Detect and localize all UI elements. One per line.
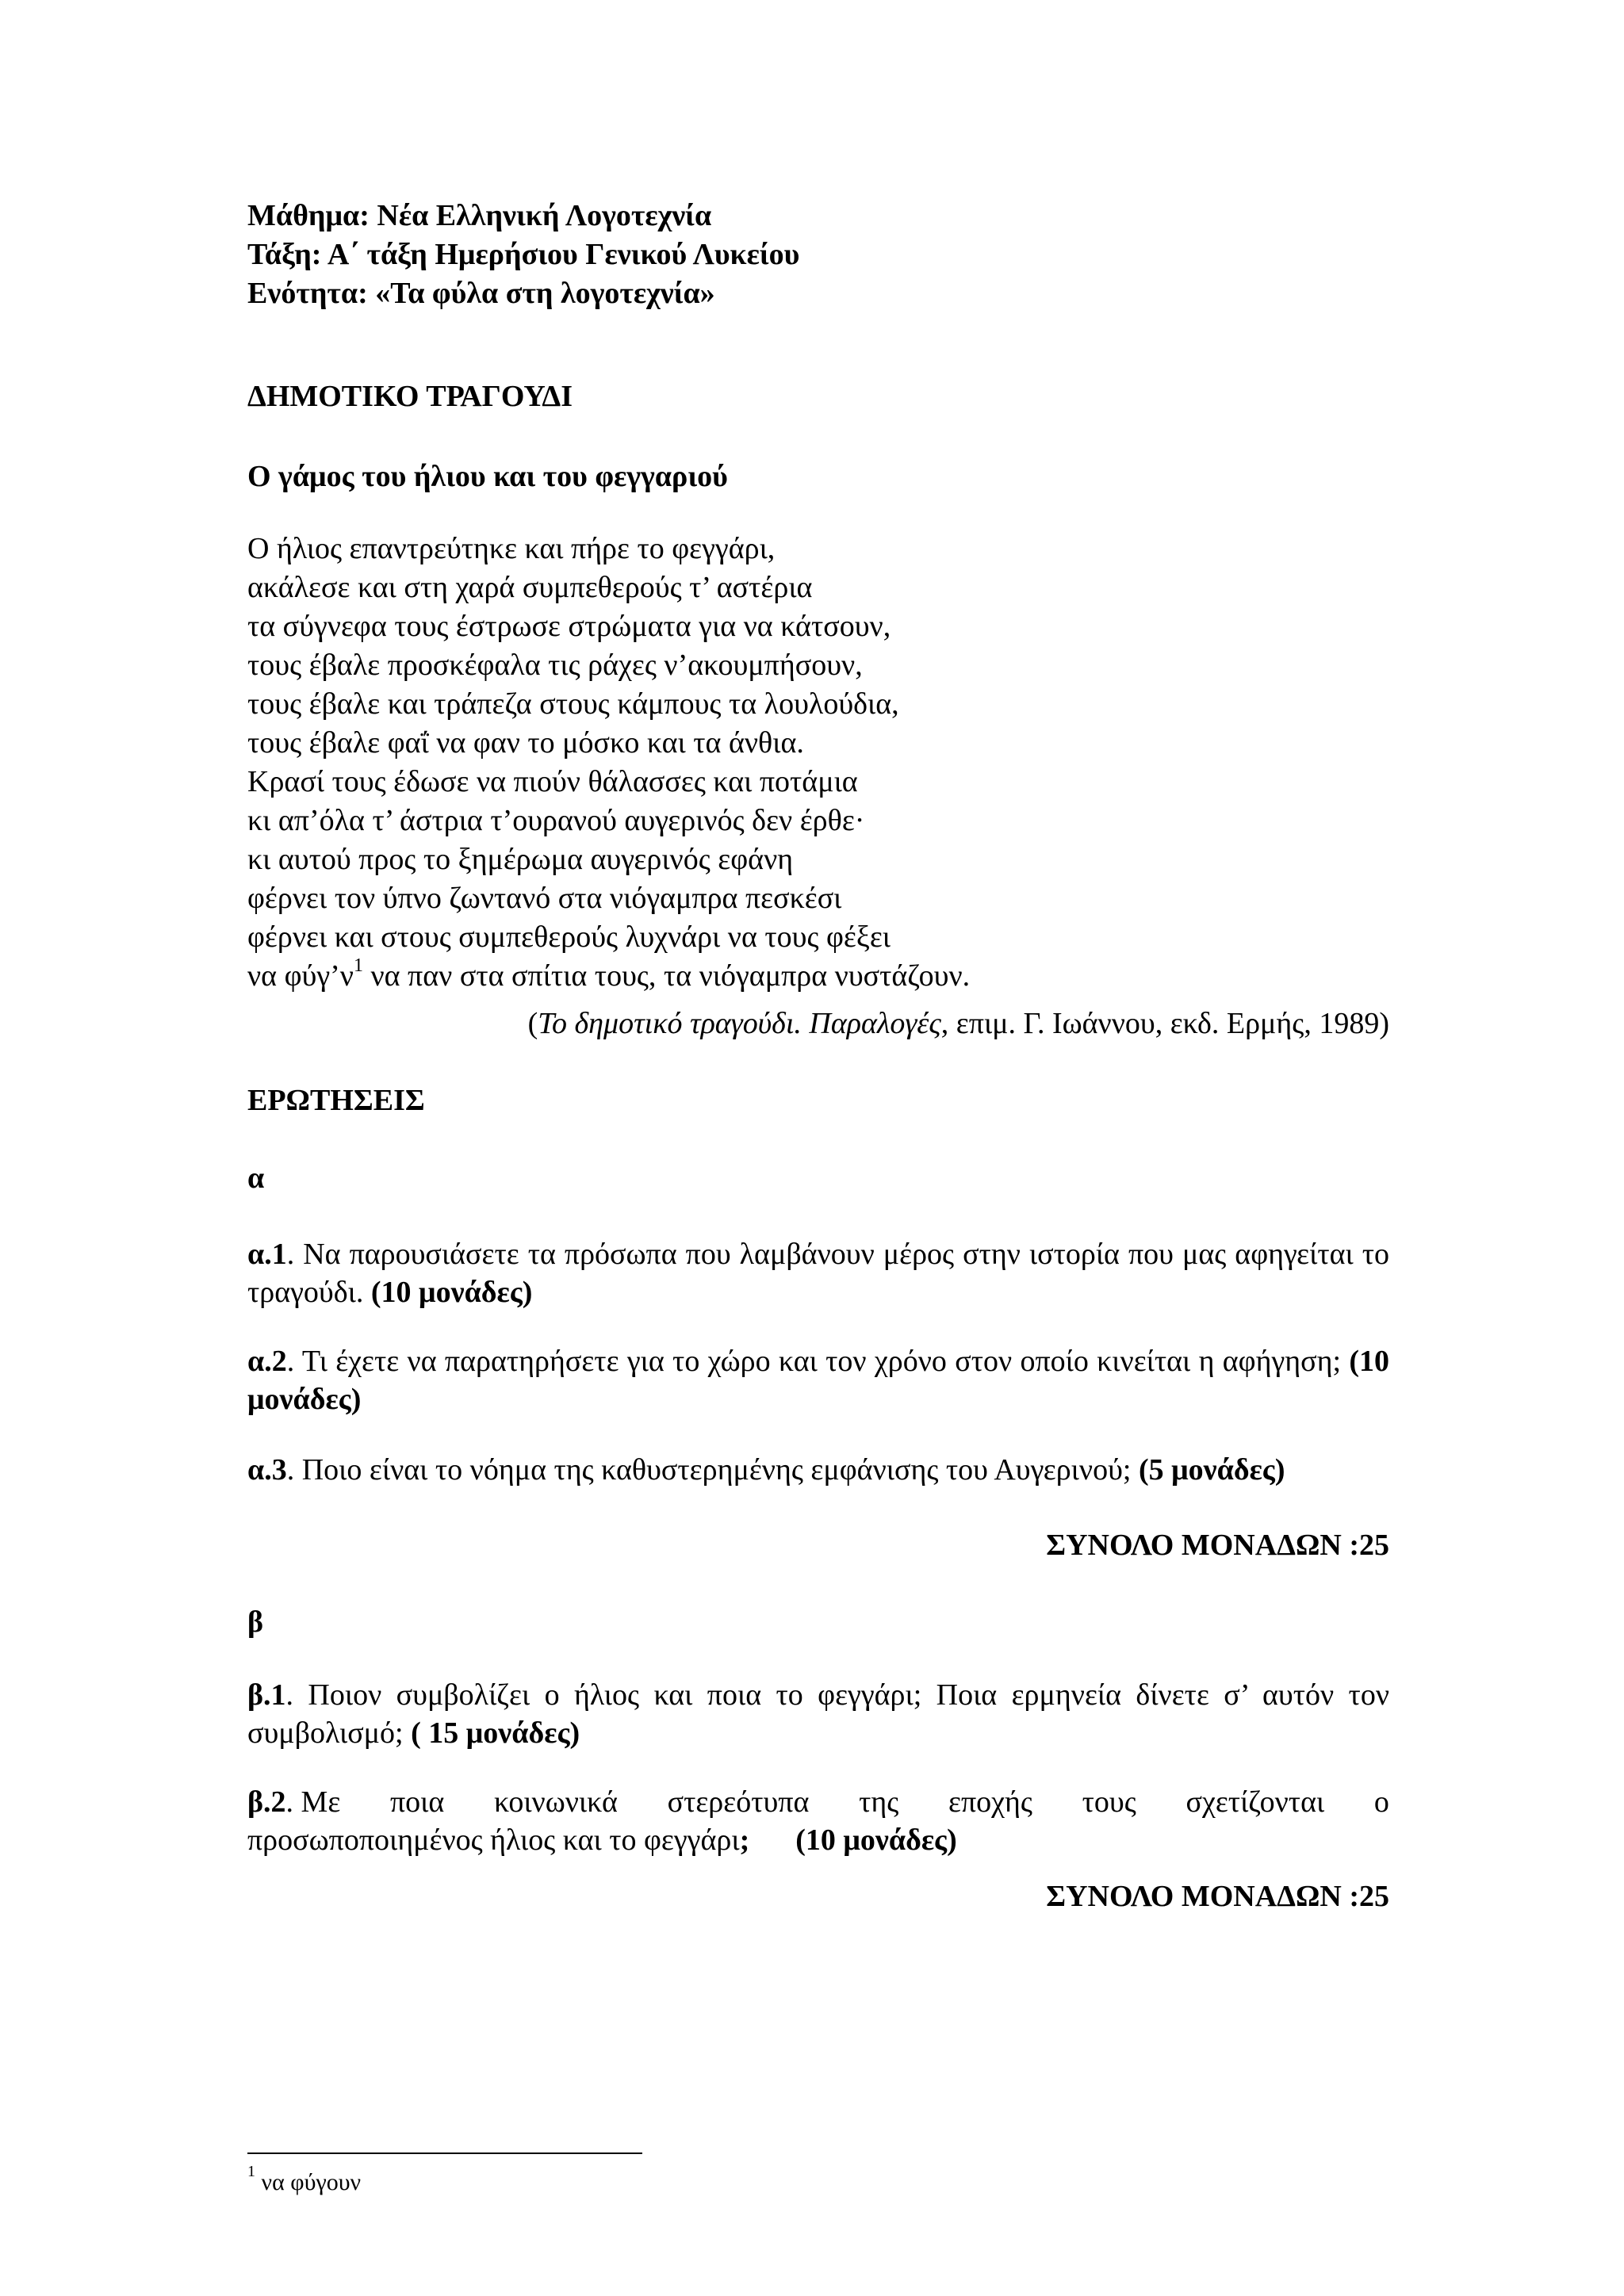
question-points: (10 μονάδες) <box>370 1276 533 1309</box>
unit-line: Ενότητα: «Τα φύλα στη λογοτεχνία» <box>247 277 715 310</box>
question-word: σχετίζονται <box>1185 1785 1325 1819</box>
source-open-paren: ( <box>527 1007 538 1040</box>
group-b-label: β <box>247 1605 264 1639</box>
footnote <box>247 2163 362 2198</box>
poem-line: τους έβαλε και τράπεζα στους κάμπους τα λουλούδια, <box>247 687 899 721</box>
question-b1 <box>247 1676 1389 1752</box>
poem-line: ακάλεσε και στη χαρά συμπεθερούς τ’ αστέρια <box>247 571 813 604</box>
poem-line: τους έβαλε φαΐ να φαν το μόσκο και τα άνθια. <box>247 726 804 760</box>
question-number: α.3 <box>247 1453 287 1487</box>
group-a-label: α <box>247 1161 265 1195</box>
question-number: α.1 <box>247 1238 287 1271</box>
poem-last-line-end: να παν στα σπίτια τους, τα νιόγαμπρα νυστάζουν. <box>362 959 971 993</box>
question-points: (5 μονάδες) <box>1138 1453 1285 1487</box>
poem-line: τα σύγνεφα τους έστρωσε στρώματα για να κάτσουν, <box>247 610 891 643</box>
question-word: τους <box>1082 1785 1136 1819</box>
questions-heading: ΕΡΩΤΗΣΕΙΣ <box>247 1084 425 1117</box>
poem-last-line-start: να φύγ’ν <box>247 959 354 993</box>
poem-line: κι απ’όλα τ’ άστρια τ’ουρανού αυγερινός δεν έρθε· <box>247 804 865 837</box>
footnote-reference[interactable]: 1 <box>353 955 363 977</box>
poem-line: Ο ήλιος επαντρεύτηκε και πήρε το φεγγάρι, <box>247 532 776 565</box>
question-b2-lead <box>247 1783 340 1821</box>
poem-line: κι αυτού προς το ξημέρωμα αυγερινός εφάνη <box>247 843 794 876</box>
question-text: προσωποποιημένος ήλιος και το φεγγάρι <box>247 1823 740 1857</box>
group-a-total: ΣΥΝΟΛΟ ΜΟΝΑΔΩΝ :25 <box>1046 1529 1389 1562</box>
poem-source <box>247 1005 1389 1042</box>
question-points: (10 μονάδες) <box>247 1345 1389 1416</box>
question-word: ποια <box>389 1785 445 1819</box>
question-word: στερεότυπα <box>667 1785 810 1819</box>
question-word: κοινωνικά <box>494 1785 618 1819</box>
group-b-total: ΣΥΝΟΛΟ ΜΟΝΑΔΩΝ :25 <box>1046 1880 1389 1913</box>
source-italic-title: Το δημοτικό τραγούδι. Παραλογές <box>538 1007 941 1040</box>
question-text: . Ποιον συμβολίζει ο ήλιος και ποια το φεγγάρι; Ποια ερμηνεία δίνετε σ’ αυτόν τον συμβολισμό; <box>247 1678 1389 1750</box>
poem-line: τους έβαλε προσκέφαλα τις ράχες ν’ακουμπήσουν, <box>247 649 863 682</box>
question-b2 <box>247 1783 1389 1859</box>
question-word: . Με <box>285 1785 341 1819</box>
section-title: ΔΗΜΟΤΙΚΟ ΤΡΑΓΟΥΔΙ <box>247 380 573 413</box>
question-text: . Ποιο είναι το νόημα της καθυστερημένης εμφάνισης του Αυγερινού; <box>286 1453 1139 1487</box>
question-a3 <box>247 1451 1389 1489</box>
question-number: β.2 <box>247 1785 286 1819</box>
poem-title: Ο γάμος του ήλιου και του φεγγαριού <box>247 460 728 493</box>
poem-line: Κρασί τους έδωσε να πιούν θάλασσες και ποτάμια <box>247 765 858 798</box>
poem-body <box>247 530 1389 996</box>
source-details: , επιμ. Γ. Ιωάννου, εκδ. Ερμής, 1989) <box>940 1007 1389 1040</box>
question-semicolon: ; <box>739 1823 750 1857</box>
question-number: α.2 <box>247 1345 287 1378</box>
question-word: της <box>859 1785 899 1819</box>
question-a2 <box>247 1342 1389 1418</box>
poem-line: φέρνει και στους συμπεθερούς λυχνάρι να τους φέξει <box>247 920 891 954</box>
question-b2-line1 <box>247 1783 1389 1821</box>
poem-last-line <box>247 957 1389 996</box>
document-header <box>247 197 1389 313</box>
footnote-mark: 1 <box>247 2163 255 2180</box>
question-a1 <box>247 1235 1389 1311</box>
question-b2-line2 <box>247 1821 1389 1859</box>
question-text: . Τι έχετε να παρατηρήσετε για το χώρο και τον χρόνο στον οποίο κινείται η αφήγηση; <box>286 1345 1350 1378</box>
question-word: εποχής <box>948 1785 1032 1819</box>
subject-line: Μάθημα: Νέα Ελληνική Λογοτεχνία <box>247 199 712 232</box>
poem-line: φέρνει τον ύπνο ζωντανό στα νιόγαμπρα πεσκέσι <box>247 882 842 915</box>
grade-line: Τάξη: Α΄ τάξη Ημερήσιου Γενικού Λυκείου <box>247 238 800 271</box>
question-word: ο <box>1373 1785 1389 1819</box>
footnote-separator <box>247 2152 642 2154</box>
question-points: ( 15 μονάδες) <box>411 1716 580 1750</box>
question-text: . Να παρουσιάσετε τα πρόσωπα που λαμβάνουν μέρος στην ιστορία που μας αφηγείται το τραγούδι. <box>247 1238 1389 1309</box>
footnote-text: να φύγουν <box>255 2169 362 2195</box>
question-points: (10 μονάδες) <box>795 1823 957 1857</box>
question-number: β.1 <box>247 1678 286 1712</box>
